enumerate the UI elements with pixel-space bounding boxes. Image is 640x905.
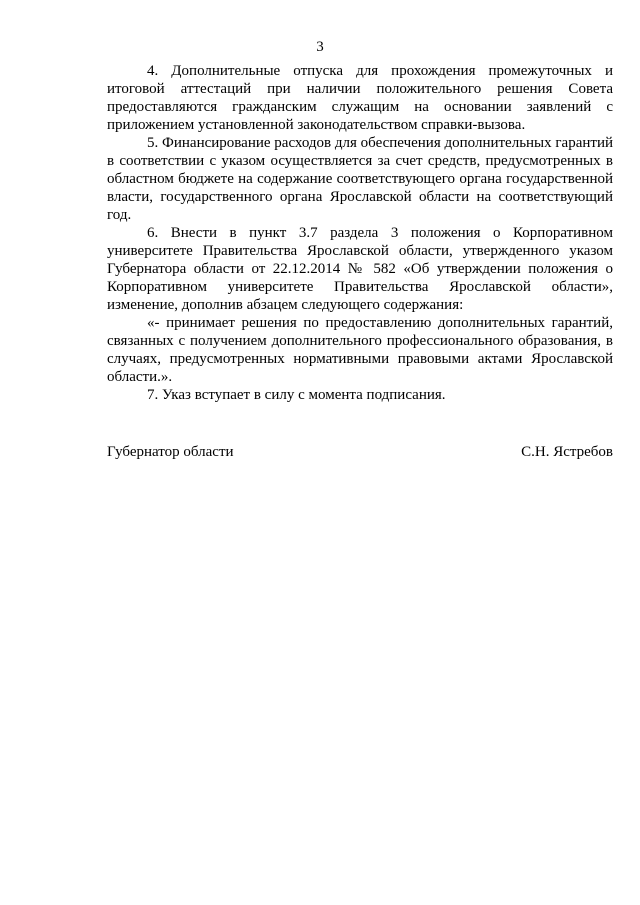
document-body: [107, 62, 613, 404]
paragraph-7: 7. Указ вступает в силу с момента подписания.: [147, 387, 446, 403]
paragraph-4: 4. Дополнительные отпуска для прохождения промежуточных и итоговой аттестаций при наличии положительного решения Совета предоставляются гражданским служащим на основании заявлений с приложением установленной законодательством справки-вызова.: [107, 63, 613, 133]
paragraph-6-quote: «- принимает решения по предоставлению дополнительных гарантий, связанных с получением дополнительного профессионального образования, в случаях, предусмотренных нормативными правовыми актами Ярославской области.».: [107, 315, 613, 385]
signatory-name: С.Н. Ястребов: [521, 444, 613, 460]
paragraph-6: 6. Внести в пункт 3.7 раздела 3 положения о Корпоративном университете Правительства Ярославской области, утвержденного указом Губернатора области от 22.12.2014 № 582 «Об утверждении положения о Корпоративном университете Правительства Ярославской области», изменение, дополнив абзацем следующего содержания:: [107, 225, 613, 313]
paragraph-5: 5. Финансирование расходов для обеспечения дополнительных гарантий в соответствии с указом осуществляется за счет средств, предусмотренных в областном бюджете на содержание соответствующего органа государственной власти, государственного органа Ярославской области на соответствующий год.: [107, 135, 613, 223]
signature-block: [107, 443, 613, 461]
signatory-position: Губернатор области: [107, 444, 234, 460]
page-number: 3: [316, 39, 324, 55]
